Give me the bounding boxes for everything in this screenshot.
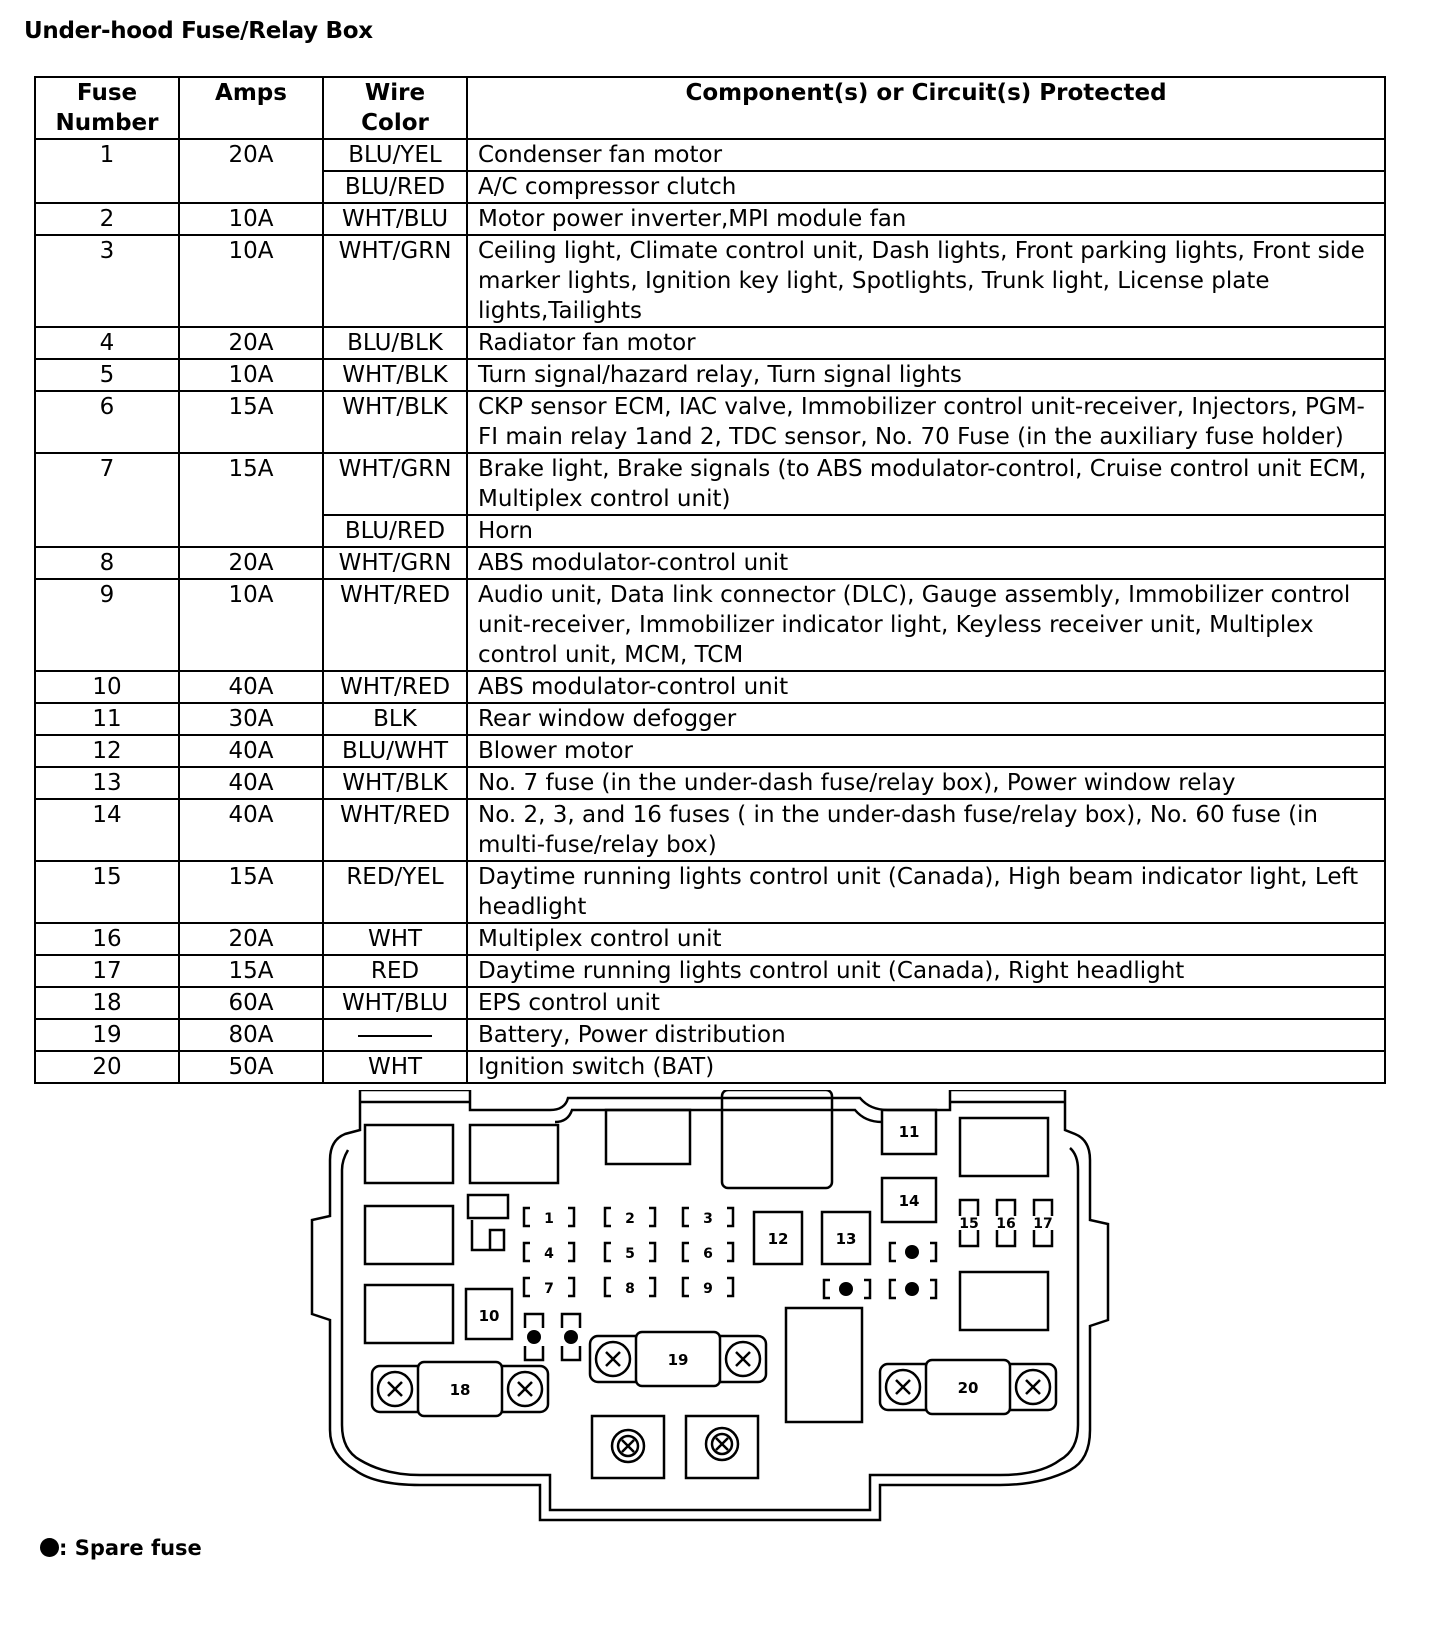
wire-color: WHT/BLU [323,203,467,235]
fuse-label-2: 2 [625,1211,635,1227]
table-row [35,955,1385,987]
wire-color: WHT/GRN [323,547,467,579]
wire-color: BLU/BLK [323,327,467,359]
fuse-label-16: 16 [996,1216,1016,1232]
fuse-number: 13 [35,767,179,799]
table-row [35,579,1385,671]
wire-color: WHT/BLK [323,767,467,799]
component-protected: Audio unit, Data link connector (DLC), Gauge assembly, Immobilizer control unit-receiver, Immobilizer indicator light, Keyless receiver unit, Multiplex control unit, MCM, TCM [467,579,1385,671]
component-protected: Blower motor [467,735,1385,767]
fuse-box-diagram [300,1090,1160,1530]
fuse-amps: 15A [179,861,323,923]
fuse-number: 6 [35,391,179,453]
fuse-label-9: 9 [703,1281,713,1297]
table-row [35,923,1385,955]
relay [960,1118,1048,1176]
fuse-slot-3 [683,1208,733,1227]
page-title: Under-hood Fuse/Relay Box [24,18,373,44]
fuse-number: 17 [35,955,179,987]
spare-fuse [890,1243,936,1261]
fuse-amps: 10A [179,235,323,327]
component-protected: Multiplex control unit [467,923,1385,955]
table-row [35,139,1385,171]
fuse-number: 11 [35,703,179,735]
table-row [35,359,1385,391]
spare-fuse [824,1280,870,1298]
fuse-amps: 15A [179,955,323,987]
component-protected: ABS modulator-control unit [467,547,1385,579]
table-row [35,987,1385,1019]
fuse-amps: 50A [179,1051,323,1083]
header-wire-color: Wire Color [323,77,467,139]
relay [365,1125,453,1183]
table-row [35,1051,1385,1083]
fuse-label-7: 7 [544,1281,554,1297]
terminal [686,1416,758,1478]
wire-color: WHT/RED [323,579,467,671]
wire-color: BLU/WHT [323,735,467,767]
fuse-amps: 20A [179,327,323,359]
table-row [35,671,1385,703]
wire-color: WHT/BLU [323,987,467,1019]
fuse-label-3: 3 [703,1211,713,1227]
fuse-number: 15 [35,861,179,923]
component-protected: No. 2, 3, and 16 fuses ( in the under-dash fuse/relay box), No. 60 fuse (in multi-fuse/relay box) [467,799,1385,861]
header-amps: Amps [179,77,323,139]
wire-color: BLU/YEL [323,139,467,171]
table-row [35,547,1385,579]
component-protected: Ceiling light, Climate control unit, Dash lights, Front parking lights, Front side marker lights, Ignition key light, Spotlights, Trunk light, License plate lights,Tailights [467,235,1385,327]
fuse-slot-10 [466,1289,512,1339]
table-row [35,391,1385,453]
fuse-number: 9 [35,579,179,671]
fuse-amps: 15A [179,453,323,547]
table-row [35,1019,1385,1051]
fuse-amps: 10A [179,359,323,391]
terminal [592,1416,664,1478]
component-protected: CKP sensor ECM, IAC valve, Immobilizer control unit-receiver, Injectors, PGM-FI main relay 1and 2, TDC sensor, No. 70 Fuse (in the auxiliary fuse holder) [467,391,1385,453]
fuse-label-14: 14 [898,1192,920,1210]
fuse-label-18: 18 [449,1381,471,1399]
fuse-label-12: 12 [767,1230,789,1248]
wire-color: WHT/RED [323,671,467,703]
table-row [35,735,1385,767]
component-protected: Ignition switch (BAT) [467,1051,1385,1083]
spare-fuse-dot-icon [40,1538,59,1557]
wire-color: WHT [323,1051,467,1083]
fuse-amps: 40A [179,735,323,767]
wire-color: RED/YEL [323,861,467,923]
table-header-row [35,77,1385,139]
wire-color-none [323,1019,467,1051]
relay [960,1272,1048,1330]
relay [470,1125,558,1183]
fuse-label-17: 17 [1033,1216,1053,1232]
table-row [35,235,1385,327]
fuse-number: 7 [35,453,179,547]
fuse-label-11: 11 [898,1123,920,1141]
fuse-amps: 15A [179,391,323,453]
spare-fuse [890,1280,936,1298]
wire-color: BLU/RED [323,171,467,203]
component-protected: Daytime running lights control unit (Canada), High beam indicator light, Left headlight [467,861,1385,923]
relay [365,1285,453,1343]
fuse-slot-4 [524,1243,574,1262]
fuse-number: 14 [35,799,179,861]
wire-color: BLU/RED [323,515,467,547]
fuse-label-20: 20 [957,1379,979,1397]
fuse-number: 2 [35,203,179,235]
legend-label: : Spare fuse [59,1536,202,1560]
table-row [35,799,1385,861]
fuse-label-4: 4 [544,1246,554,1262]
fuse-slot-13 [822,1212,870,1264]
fuse-label-6: 6 [703,1246,713,1262]
legend [40,1536,202,1560]
fuse-number: 19 [35,1019,179,1051]
fuse-amps: 10A [179,579,323,671]
fuse-slot-20 [880,1360,1056,1414]
fuse-slot-17 [1033,1200,1052,1246]
fuse-number: 5 [35,359,179,391]
wire-color: WHT/BLK [323,359,467,391]
relay-large [722,1090,832,1188]
dash-line [358,1035,432,1037]
fuse-slot-11 [882,1110,936,1154]
fuse-slot-2 [605,1208,655,1227]
fuse-amps: 40A [179,671,323,703]
fuse-slot-5 [605,1243,655,1262]
wire-color: WHT/RED [323,799,467,861]
component-protected: Daytime running lights control unit (Canada), Right headlight [467,955,1385,987]
fuse-slot-1 [524,1208,574,1227]
table-row [35,703,1385,735]
component-protected: Turn signal/hazard relay, Turn signal lights [467,359,1385,391]
fuse-label-19: 19 [667,1351,689,1369]
table-row [35,767,1385,799]
table-row [35,203,1385,235]
fuse-number: 10 [35,671,179,703]
wire-color: WHT/BLK [323,391,467,453]
fuse-slot-8 [605,1278,655,1297]
fuse-label-13: 13 [835,1230,857,1248]
component-protected: Radiator fan motor [467,327,1385,359]
wire-color: RED [323,955,467,987]
fuse-number: 12 [35,735,179,767]
component-protected: Brake light, Brake signals (to ABS modulator-control, Cruise control unit ECM, Multiplex control unit) [467,453,1385,515]
fuse-slot-6 [683,1243,733,1262]
component-protected: A/C compressor clutch [467,171,1385,203]
fuse-slot-9 [683,1278,733,1297]
fuse-slot-7 [524,1278,574,1297]
wire-color: WHT/GRN [323,235,467,327]
fuse-amps: 30A [179,703,323,735]
component-protected: Horn [467,515,1385,547]
fuse-number: 20 [35,1051,179,1083]
fuse-number: 4 [35,327,179,359]
wire-color: WHT [323,923,467,955]
spare-fuse [562,1314,580,1360]
fuse-number: 16 [35,923,179,955]
fuse-table [34,76,1386,1084]
fuse-amps: 40A [179,799,323,861]
component-protected: Condenser fan motor [467,139,1385,171]
fuse-slot-19 [590,1332,766,1386]
fuse-number: 8 [35,547,179,579]
spare-fuse [525,1314,543,1360]
fuse-label-15: 15 [959,1216,979,1232]
fuse-number: 1 [35,139,179,203]
fuse-label-1: 1 [544,1211,554,1227]
fuse-label-8: 8 [625,1281,635,1297]
fuse-amps: 40A [179,767,323,799]
fuse-label-5: 5 [625,1246,635,1262]
component-protected: ABS modulator-control unit [467,671,1385,703]
header-components: Component(s) or Circuit(s) Protected [467,77,1385,139]
fuse-slot-14 [882,1178,936,1222]
connector [468,1195,508,1250]
wire-color: BLK [323,703,467,735]
relay [365,1206,453,1264]
fuse-number: 18 [35,987,179,1019]
component-protected: Rear window defogger [467,703,1385,735]
fuse-slot-15 [959,1200,978,1246]
component-protected: Battery, Power distribution [467,1019,1385,1051]
component-protected: EPS control unit [467,987,1385,1019]
fuse-slot-18 [372,1362,548,1416]
table-row [35,453,1385,515]
fuse-amps: 80A [179,1019,323,1051]
component-protected: No. 7 fuse (in the under-dash fuse/relay box), Power window relay [467,767,1385,799]
fuse-label-10: 10 [478,1307,500,1325]
fuse-amps: 20A [179,923,323,955]
relay [606,1110,690,1164]
wire-color: WHT/GRN [323,453,467,515]
component-protected: Motor power inverter,MPI module fan [467,203,1385,235]
table-row [35,861,1385,923]
header-fuse-number: Fuse Number [35,77,179,139]
fuse-amps: 60A [179,987,323,1019]
fuse-amps: 20A [179,139,323,203]
fuse-slot-16 [996,1200,1015,1246]
relay-block [786,1308,862,1422]
fuse-number: 3 [35,235,179,327]
fuse-slot-12 [754,1212,802,1264]
fuse-amps: 20A [179,547,323,579]
fuse-amps: 10A [179,203,323,235]
table-row [35,327,1385,359]
